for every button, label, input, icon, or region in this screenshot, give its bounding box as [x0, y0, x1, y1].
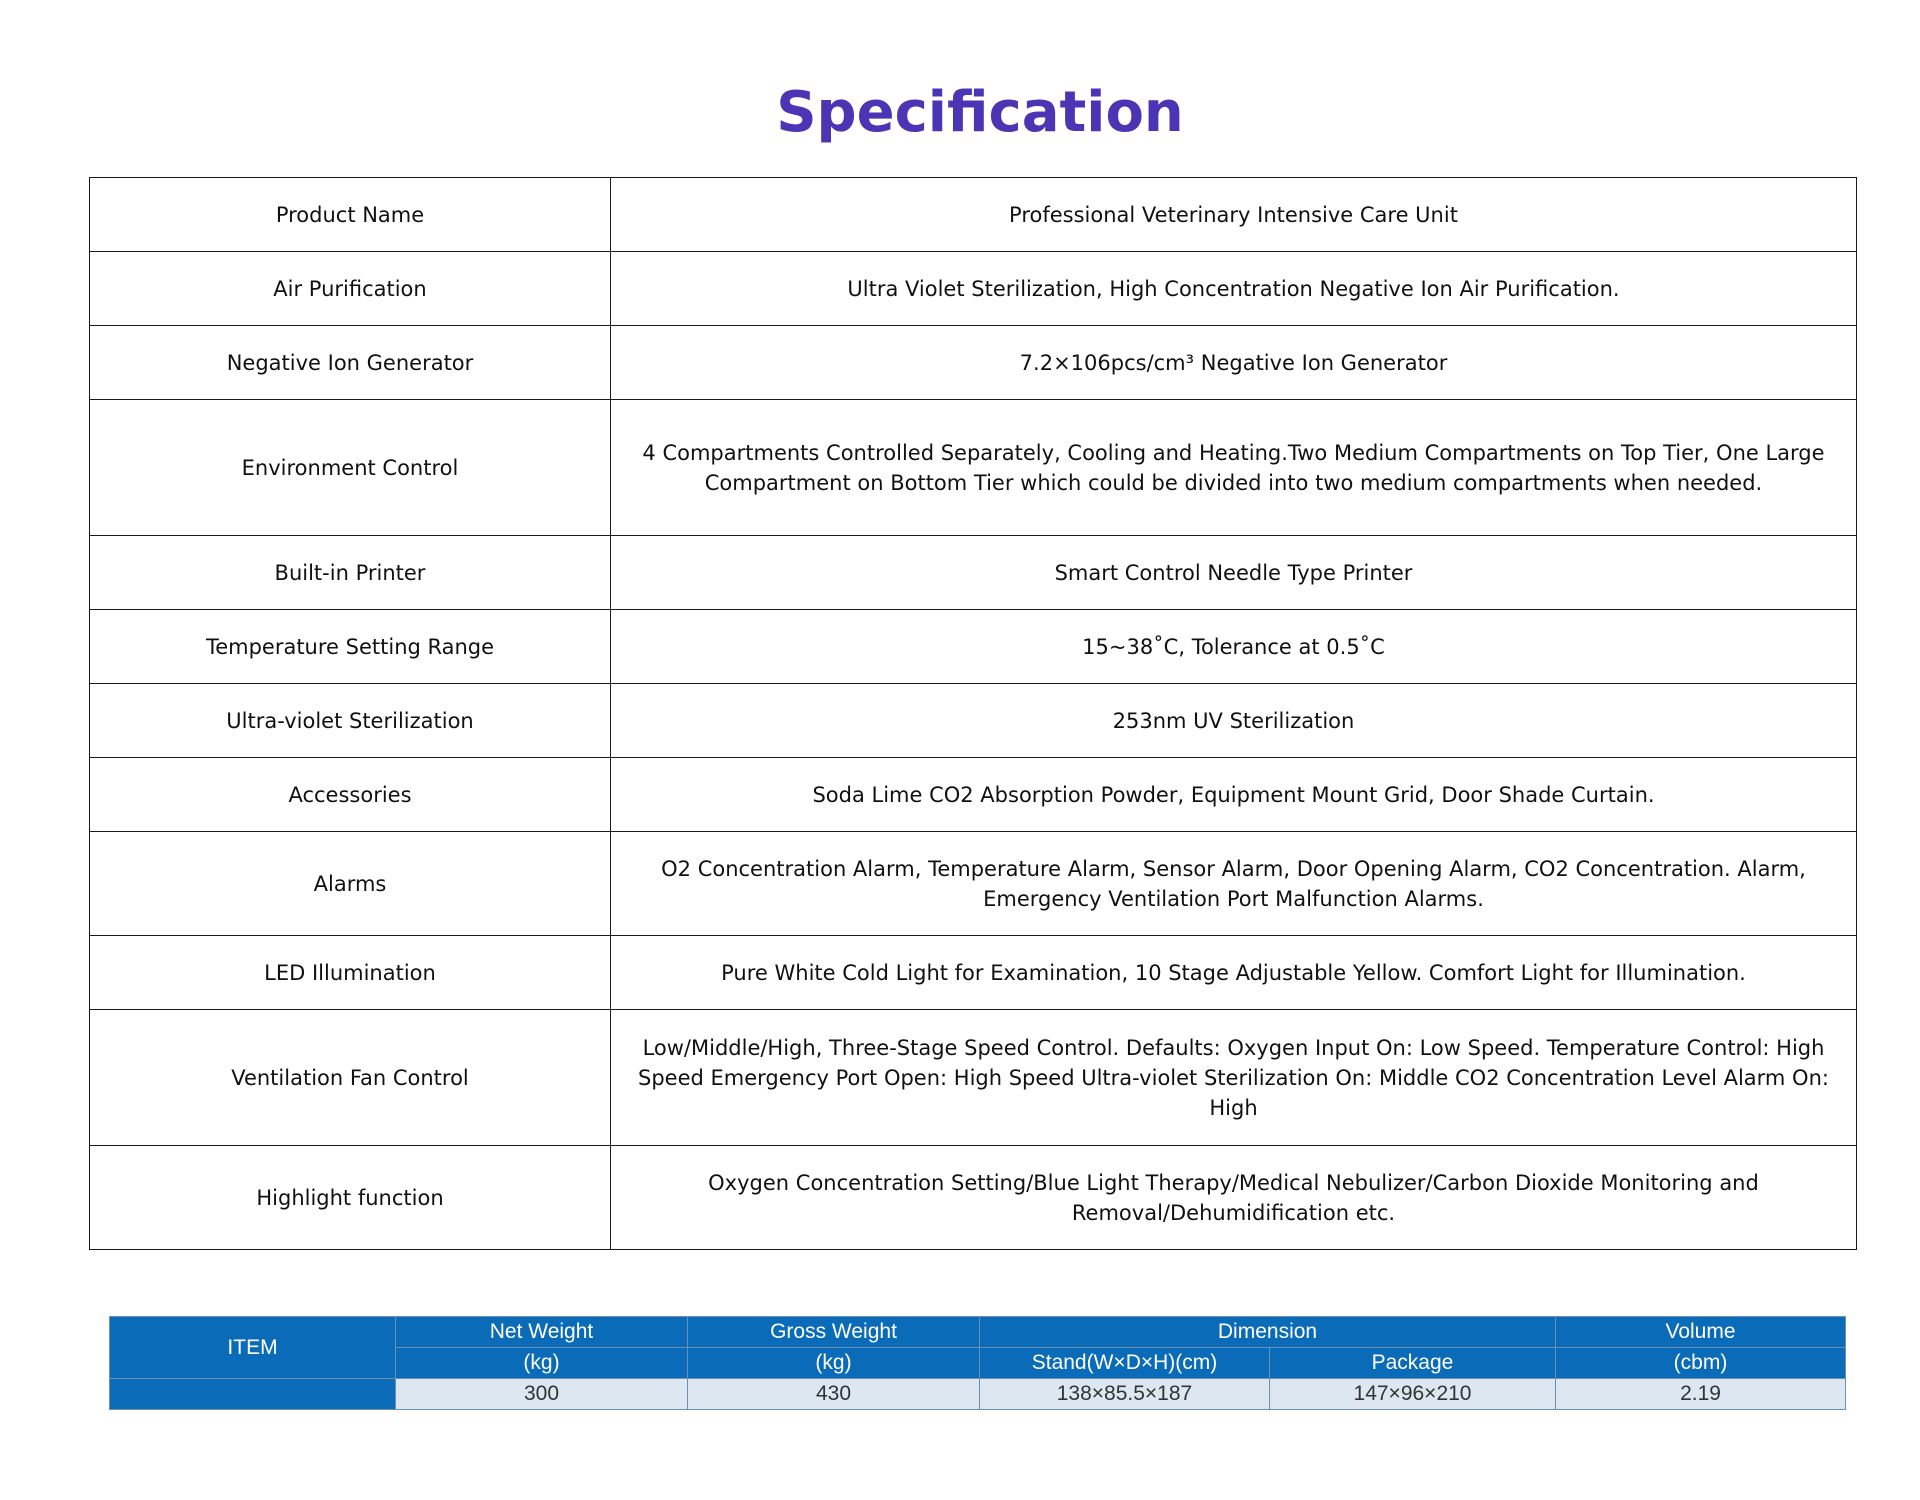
- spec-row: [90, 178, 1857, 252]
- spec-row: [90, 758, 1857, 832]
- spec-value: Low/Middle/High, Three-Stage Speed Control. Defaults: Oxygen Input On: Low Speed. Temperature Control: High Speed Emergency Port Open: High Speed Ultra-violet Sterilization On: Middle CO2 Concentration Level Alarm On: High: [611, 1010, 1857, 1146]
- spec-label: LED Illumination: [90, 936, 611, 1010]
- dims-value-row: [110, 1379, 1846, 1410]
- net-weight-unit: (kg): [396, 1348, 688, 1379]
- spec-row: [90, 1010, 1857, 1146]
- spec-label: Negative Ion Generator: [90, 326, 611, 400]
- spec-row: [90, 400, 1857, 536]
- specification-table: [89, 177, 1857, 1250]
- spec-label: Alarms: [90, 832, 611, 936]
- volume-header: Volume: [1556, 1317, 1846, 1348]
- spec-label: Ventilation Fan Control: [90, 1010, 611, 1146]
- package-value: 147×96×210: [1270, 1379, 1556, 1410]
- item-header: ITEM: [110, 1317, 396, 1379]
- spec-row: [90, 1146, 1857, 1250]
- spec-row: [90, 684, 1857, 758]
- spec-row: [90, 832, 1857, 936]
- spec-row: [90, 610, 1857, 684]
- spec-label: Air Purification: [90, 252, 611, 326]
- net-weight-header: Net Weight: [396, 1317, 688, 1348]
- spec-value: Professional Veterinary Intensive Care Unit: [611, 178, 1857, 252]
- spec-value: 7.2×106pcs/cm³ Negative Ion Generator: [611, 326, 1857, 400]
- volume-unit: (cbm): [1556, 1348, 1846, 1379]
- spec-value: Smart Control Needle Type Printer: [611, 536, 1857, 610]
- spec-label: Temperature Setting Range: [90, 610, 611, 684]
- volume-value: 2.19: [1556, 1379, 1846, 1410]
- item-value: [110, 1379, 396, 1410]
- spec-label: Ultra-violet Sterilization: [90, 684, 611, 758]
- spec-row: [90, 252, 1857, 326]
- dims-header-row: [110, 1317, 1846, 1348]
- dimensions-table: [109, 1316, 1846, 1410]
- stand-value: 138×85.5×187: [980, 1379, 1270, 1410]
- net-weight-value: 300: [396, 1379, 688, 1410]
- spec-label: Product Name: [90, 178, 611, 252]
- spec-value: 4 Compartments Controlled Separately, Cooling and Heating.Two Medium Compartments on Top Tier, One Large Compartment on Bottom Tier which could be divided into two medium compartments when needed.: [611, 400, 1857, 536]
- page-title: Specification: [776, 80, 1184, 145]
- spec-row: [90, 536, 1857, 610]
- spec-value: Oxygen Concentration Setting/Blue Light Therapy/Medical Nebulizer/Carbon Dioxide Monitoring and Removal/Dehumidification etc.: [611, 1146, 1857, 1250]
- stand-header: Stand(W×D×H)(cm): [980, 1348, 1270, 1379]
- spec-label: Highlight function: [90, 1146, 611, 1250]
- spec-row: [90, 936, 1857, 1010]
- spec-value: Soda Lime CO2 Absorption Powder, Equipment Mount Grid, Door Shade Curtain.: [611, 758, 1857, 832]
- spec-row: [90, 326, 1857, 400]
- spec-label: Built-in Printer: [90, 536, 611, 610]
- spec-value: 15~38˚C, Tolerance at 0.5˚C: [611, 610, 1857, 684]
- spec-value: O2 Concentration Alarm, Temperature Alarm, Sensor Alarm, Door Opening Alarm, CO2 Concentration. Alarm, Emergency Ventilation Port Malfunction Alarms.: [611, 832, 1857, 936]
- dimension-header: Dimension: [980, 1317, 1556, 1348]
- gross-weight-value: 430: [688, 1379, 980, 1410]
- spec-label: Accessories: [90, 758, 611, 832]
- spec-value: Pure White Cold Light for Examination, 10 Stage Adjustable Yellow. Comfort Light for Illumination.: [611, 936, 1857, 1010]
- spec-label: Environment Control: [90, 400, 611, 536]
- gross-weight-header: Gross Weight: [688, 1317, 980, 1348]
- spec-value: Ultra Violet Sterilization, High Concentration Negative Ion Air Purification.: [611, 252, 1857, 326]
- gross-weight-unit: (kg): [688, 1348, 980, 1379]
- spec-value: 253nm UV Sterilization: [611, 684, 1857, 758]
- package-header: Package: [1270, 1348, 1556, 1379]
